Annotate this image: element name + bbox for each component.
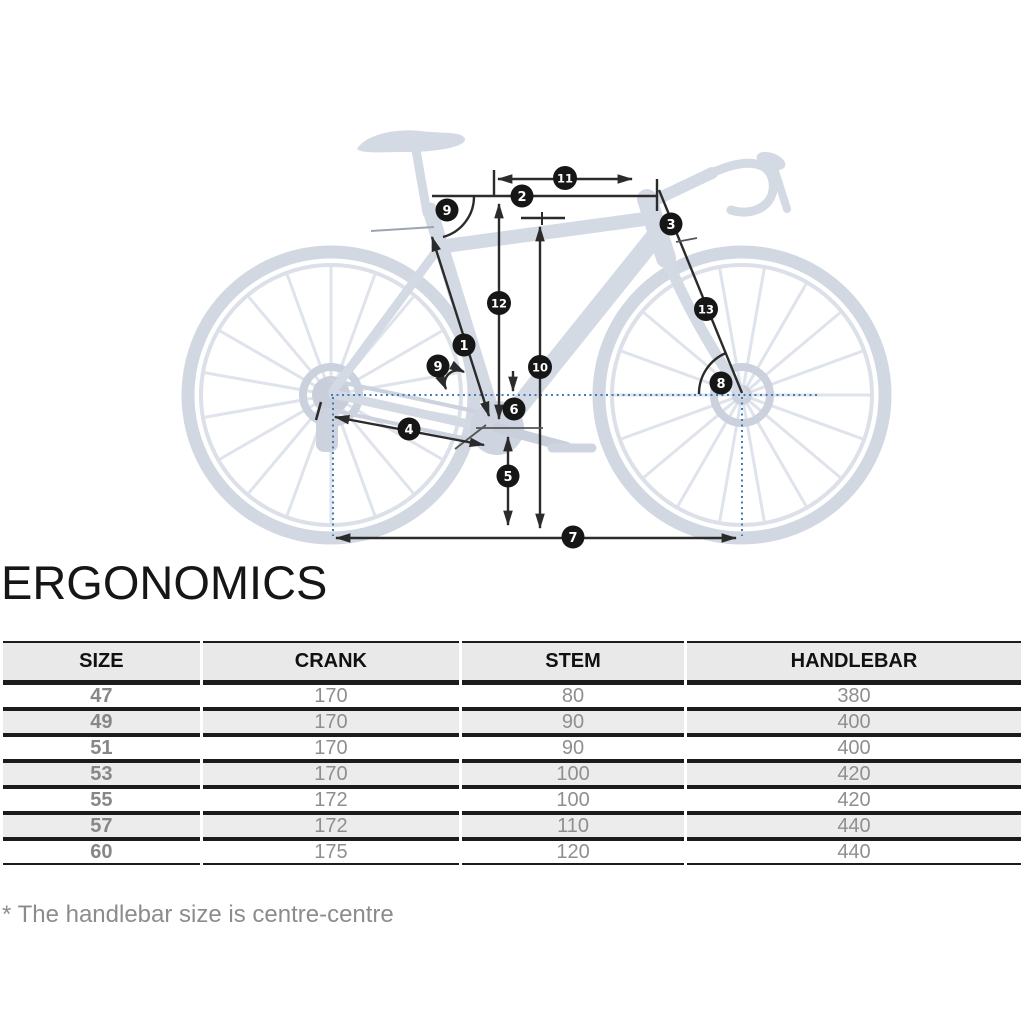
svg-text:11: 11: [556, 171, 574, 186]
stem: [651, 173, 712, 202]
svg-text:13: 13: [697, 302, 715, 317]
callout-7-marker: [562, 526, 585, 549]
cell-crank: 170: [203, 709, 459, 735]
callout-4-marker: [398, 418, 421, 441]
handlebar-footnote: * The handlebar size is centre-centre: [2, 901, 394, 928]
callout-8-marker: [710, 372, 733, 395]
cell-stem: 110: [462, 813, 684, 839]
callout-5-marker: [497, 465, 520, 488]
callout-10-marker: [528, 355, 552, 379]
table-row: [3, 839, 1021, 865]
cell-handlebar: 400: [687, 709, 1021, 735]
cell-size: 57: [3, 813, 200, 839]
column-header-size: SIZE: [3, 641, 200, 683]
ergonomics-table: [0, 641, 1024, 865]
table-row: [3, 813, 1021, 839]
cell-stem: 100: [462, 787, 684, 813]
cell-handlebar: 440: [687, 813, 1021, 839]
cell-size: 60: [3, 839, 200, 865]
svg-text:9: 9: [442, 204, 452, 219]
svg-text:8: 8: [716, 377, 726, 392]
cell-handlebar: 420: [687, 787, 1021, 813]
callout-1-marker: [453, 334, 476, 357]
cell-crank: 172: [203, 787, 459, 813]
cell-handlebar: 400: [687, 735, 1021, 761]
svg-text:7: 7: [568, 531, 578, 546]
cell-crank: 170: [203, 761, 459, 787]
table-row: [3, 787, 1021, 813]
callout-11-marker: [553, 166, 577, 190]
cell-handlebar: 420: [687, 761, 1021, 787]
page-title: ERGONOMICS: [1, 556, 328, 609]
table-row: [3, 761, 1021, 787]
cell-stem: 120: [462, 839, 684, 865]
callout-6-marker: [503, 398, 526, 421]
callout-12-marker: [487, 291, 511, 315]
saddle: [357, 130, 465, 152]
callout-13-marker: [694, 297, 718, 321]
table-row: [3, 735, 1021, 761]
svg-text:9: 9: [433, 360, 443, 375]
cell-stem: 90: [462, 709, 684, 735]
callout-9a-marker: [436, 199, 459, 222]
cell-handlebar: 440: [687, 839, 1021, 865]
cell-crank: 170: [203, 683, 459, 709]
svg-text:10: 10: [531, 360, 549, 375]
svg-text:6: 6: [509, 403, 519, 418]
column-header-handlebar: HANDLEBAR: [687, 641, 1021, 683]
cell-handlebar: 380: [687, 683, 1021, 709]
cell-crank: 175: [203, 839, 459, 865]
column-header-crank: CRANK: [203, 641, 459, 683]
cell-size: 51: [3, 735, 200, 761]
svg-text:5: 5: [503, 470, 513, 485]
svg-text:2: 2: [517, 190, 527, 205]
callout-2-marker: [511, 185, 534, 208]
cell-size: 55: [3, 787, 200, 813]
cell-stem: 80: [462, 683, 684, 709]
cell-size: 49: [3, 709, 200, 735]
cell-crank: 172: [203, 813, 459, 839]
svg-text:4: 4: [404, 423, 414, 438]
cell-crank: 170: [203, 735, 459, 761]
table-row: [3, 709, 1021, 735]
svg-text:1: 1: [459, 339, 469, 354]
cell-size: 47: [3, 683, 200, 709]
handlebar: [712, 163, 773, 212]
table-header-row: [3, 641, 1021, 683]
column-header-stem: STEM: [462, 641, 684, 683]
svg-text:12: 12: [490, 296, 508, 311]
cell-stem: 90: [462, 735, 684, 761]
callout-9b-marker: [427, 355, 450, 378]
table-row: [3, 683, 1021, 709]
cell-stem: 100: [462, 761, 684, 787]
svg-text:3: 3: [666, 218, 676, 233]
callout-3-marker: [660, 213, 683, 236]
cell-size: 53: [3, 761, 200, 787]
